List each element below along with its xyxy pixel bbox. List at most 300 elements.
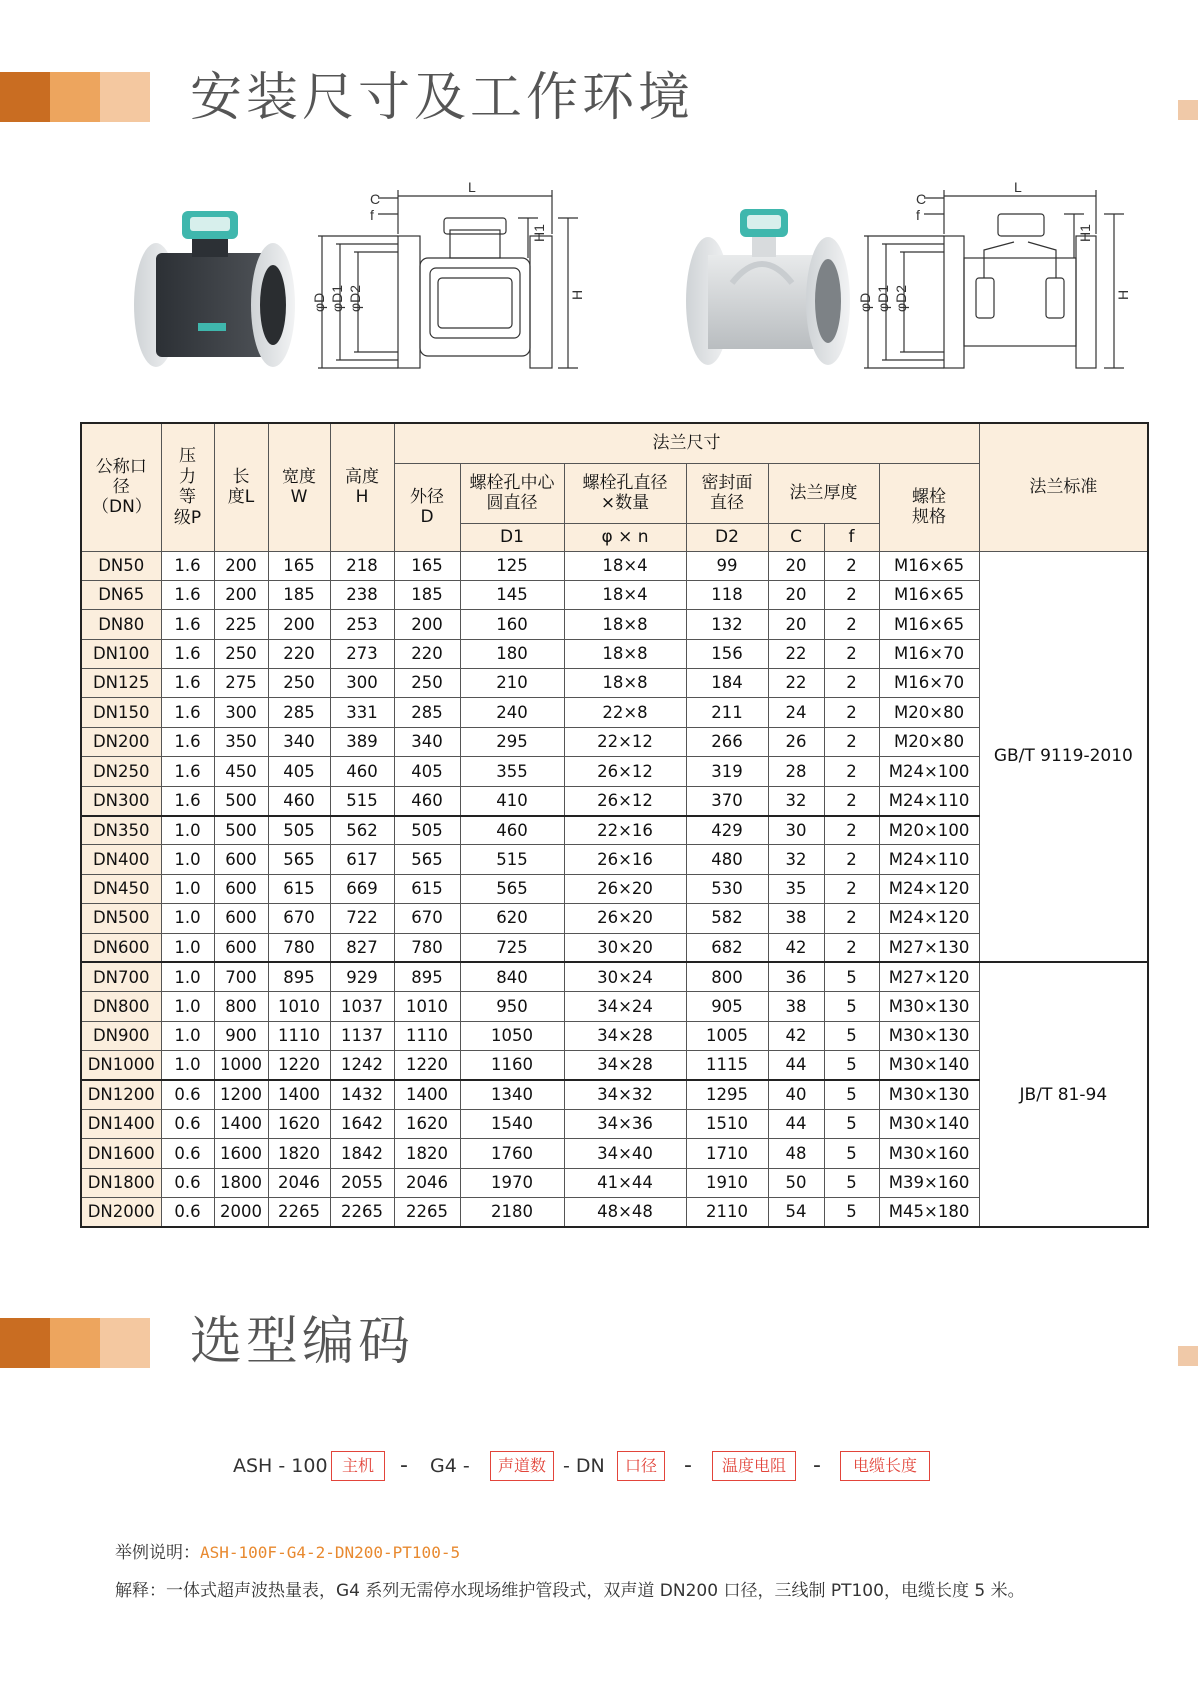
- table-cell: 26×12: [564, 786, 686, 815]
- table-cell: 200: [394, 610, 460, 639]
- header-bolt-hole: 螺栓孔直径×数量: [564, 463, 686, 523]
- header-c: C: [768, 523, 824, 551]
- table-cell: 1842: [330, 1139, 394, 1168]
- table-cell: M20×100: [879, 816, 979, 845]
- table-cell: M20×80: [879, 698, 979, 727]
- flange-standard: GB/T 9119-2010: [979, 551, 1148, 962]
- table-cell: 0.6: [161, 1109, 214, 1138]
- table-cell: 2: [824, 904, 879, 933]
- label-H: H: [1115, 289, 1131, 300]
- table-cell: 285: [394, 698, 460, 727]
- table-cell: 682: [686, 933, 768, 962]
- label-H1: H1: [531, 224, 547, 242]
- row-dn: DN125: [81, 669, 161, 698]
- row-dn: DN1400: [81, 1109, 161, 1138]
- table-cell: 389: [330, 727, 394, 756]
- table-cell: 1160: [460, 1051, 564, 1080]
- table-cell: 48: [768, 1139, 824, 1168]
- table-cell: 30×20: [564, 933, 686, 962]
- table-cell: 1340: [460, 1080, 564, 1109]
- table-cell: 515: [460, 845, 564, 874]
- meter-photo-pipe-section: [682, 205, 852, 375]
- table-cell: 34×24: [564, 992, 686, 1021]
- table-cell: M20×80: [879, 727, 979, 756]
- table-cell: 1242: [330, 1051, 394, 1080]
- table-cell: 50: [768, 1168, 824, 1197]
- table-cell: 340: [394, 727, 460, 756]
- table-cell: M24×100: [879, 757, 979, 786]
- table-cell: 250: [214, 639, 268, 668]
- table-cell: 165: [268, 551, 330, 580]
- table-cell: 617: [330, 845, 394, 874]
- table-cell: M30×140: [879, 1109, 979, 1138]
- table-row: [81, 962, 1148, 991]
- table-cell: 2265: [268, 1198, 330, 1227]
- table-cell: 1137: [330, 1021, 394, 1050]
- row-dn: DN1800: [81, 1168, 161, 1197]
- example-value: ASH-100F-G4-2-DN200-PT100-5: [200, 1543, 461, 1562]
- table-cell: 2055: [330, 1168, 394, 1197]
- table-cell: 505: [268, 816, 330, 845]
- table-cell: 5: [824, 1198, 879, 1227]
- row-dn: DN200: [81, 727, 161, 756]
- code-box-channels: 声道数: [490, 1451, 554, 1481]
- spec-table: [80, 422, 1149, 1228]
- table-cell: 1050: [460, 1021, 564, 1050]
- table-cell: 34×32: [564, 1080, 686, 1109]
- row-dn: DN65: [81, 580, 161, 609]
- table-cell: 18×4: [564, 551, 686, 580]
- table-cell: M16×65: [879, 610, 979, 639]
- header-outer-diameter: 外径D: [394, 463, 460, 551]
- header-bolt-hole-symbol: φ × n: [564, 523, 686, 551]
- table-cell: 22×12: [564, 727, 686, 756]
- table-row: [81, 551, 1148, 580]
- table-cell: 225: [214, 610, 268, 639]
- table-cell: 929: [330, 962, 394, 991]
- table-cell: 827: [330, 933, 394, 962]
- table-cell: 530: [686, 874, 768, 903]
- table-cell: 1.0: [161, 904, 214, 933]
- table-cell: 1800: [214, 1168, 268, 1197]
- table-cell: 2: [824, 786, 879, 815]
- table-cell: 44: [768, 1051, 824, 1080]
- table-cell: 2: [824, 639, 879, 668]
- header-flange-thickness: 法兰厚度: [768, 463, 879, 523]
- table-cell: 2000: [214, 1198, 268, 1227]
- table-cell: 2180: [460, 1198, 564, 1227]
- table-cell: 2: [824, 580, 879, 609]
- table-cell: M24×120: [879, 874, 979, 903]
- table-cell: 118: [686, 580, 768, 609]
- table-cell: 22: [768, 639, 824, 668]
- table-cell: 156: [686, 639, 768, 668]
- row-dn: DN2000: [81, 1198, 161, 1227]
- table-cell: 1010: [268, 992, 330, 1021]
- row-dn: DN150: [81, 698, 161, 727]
- table-cell: 405: [394, 757, 460, 786]
- table-cell: 41×44: [564, 1168, 686, 1197]
- table-cell: 800: [214, 992, 268, 1021]
- label-D2: φD2: [347, 285, 363, 312]
- table-cell: 253: [330, 610, 394, 639]
- row-dn: DN100: [81, 639, 161, 668]
- table-cell: 184: [686, 669, 768, 698]
- table-cell: 1620: [394, 1109, 460, 1138]
- table-cell: 2: [824, 845, 879, 874]
- meter-photo-integrated: [128, 205, 298, 375]
- table-cell: 1620: [268, 1109, 330, 1138]
- table-cell: M24×110: [879, 786, 979, 815]
- table-cell: 1400: [268, 1080, 330, 1109]
- table-cell: 2: [824, 551, 879, 580]
- table-cell: 1110: [268, 1021, 330, 1050]
- table-cell: 5: [824, 962, 879, 991]
- table-cell: 1.6: [161, 786, 214, 815]
- table-cell: 2265: [330, 1198, 394, 1227]
- header-d2-symbol: D2: [686, 523, 768, 551]
- table-cell: 355: [460, 757, 564, 786]
- table-cell: M30×140: [879, 1051, 979, 1080]
- table-cell: 22×8: [564, 698, 686, 727]
- table-cell: 28: [768, 757, 824, 786]
- label-C: C: [916, 191, 927, 207]
- table-cell: 780: [268, 933, 330, 962]
- table-cell: 370: [686, 786, 768, 815]
- table-cell: M45×180: [879, 1198, 979, 1227]
- row-dn: DN250: [81, 757, 161, 786]
- table-cell: 20: [768, 551, 824, 580]
- header-length: 长度L: [214, 423, 268, 551]
- table-cell: 99: [686, 551, 768, 580]
- table-cell: 22: [768, 669, 824, 698]
- table-cell: 220: [268, 639, 330, 668]
- table-cell: 1220: [394, 1051, 460, 1080]
- table-cell: 36: [768, 962, 824, 991]
- header-width: 宽度W: [268, 423, 330, 551]
- table-cell: 460: [394, 786, 460, 815]
- table-cell: M16×65: [879, 580, 979, 609]
- code-dash: -: [400, 1453, 408, 1478]
- code-prefix: ASH - 100: [233, 1455, 328, 1477]
- table-cell: 669: [330, 874, 394, 903]
- row-dn: DN1000: [81, 1051, 161, 1080]
- table-cell: 1.6: [161, 757, 214, 786]
- table-cell: 460: [460, 816, 564, 845]
- table-cell: 42: [768, 1021, 824, 1050]
- label-f: f: [916, 207, 920, 223]
- table-cell: 26×16: [564, 845, 686, 874]
- header-f: f: [824, 523, 879, 551]
- table-cell: M16×70: [879, 639, 979, 668]
- table-cell: 24: [768, 698, 824, 727]
- table-cell: 42: [768, 933, 824, 962]
- table-cell: M24×110: [879, 845, 979, 874]
- table-cell: 2: [824, 757, 879, 786]
- table-cell: 722: [330, 904, 394, 933]
- table-cell: 895: [268, 962, 330, 991]
- side-mark-2: [1178, 1346, 1198, 1366]
- table-cell: 410: [460, 786, 564, 815]
- table-cell: M30×160: [879, 1139, 979, 1168]
- table-cell: 38: [768, 992, 824, 1021]
- table-cell: 54: [768, 1198, 824, 1227]
- table-cell: 1.0: [161, 874, 214, 903]
- code-g4: G4 -: [430, 1455, 470, 1477]
- dimension-drawing-integrated: [311, 178, 585, 378]
- table-cell: 1970: [460, 1168, 564, 1197]
- table-cell: 1115: [686, 1051, 768, 1080]
- label-D: φD: [857, 292, 873, 312]
- table-cell: 34×28: [564, 1051, 686, 1080]
- table-cell: 1220: [268, 1051, 330, 1080]
- table-cell: 1.6: [161, 727, 214, 756]
- table-cell: 1.6: [161, 669, 214, 698]
- table-cell: 48×48: [564, 1198, 686, 1227]
- table-cell: 615: [268, 874, 330, 903]
- table-cell: 26×12: [564, 757, 686, 786]
- table-cell: 32: [768, 786, 824, 815]
- table-cell: 565: [268, 845, 330, 874]
- table-cell: 670: [394, 904, 460, 933]
- table-cell: 405: [268, 757, 330, 786]
- table-cell: 2: [824, 698, 879, 727]
- table-cell: 1820: [268, 1139, 330, 1168]
- table-cell: 18×8: [564, 669, 686, 698]
- table-cell: 1910: [686, 1168, 768, 1197]
- label-L: L: [468, 179, 476, 195]
- table-cell: 331: [330, 698, 394, 727]
- flange-standard: JB/T 81-94: [979, 962, 1148, 1227]
- label-L: L: [1014, 179, 1022, 195]
- model-code-line: [0, 1451, 1198, 1485]
- header-height: 高度H: [330, 423, 394, 551]
- table-cell: 725: [460, 933, 564, 962]
- table-cell: 1.0: [161, 992, 214, 1021]
- table-cell: 125: [460, 551, 564, 580]
- table-cell: 0.6: [161, 1080, 214, 1109]
- table-cell: 18×8: [564, 610, 686, 639]
- row-dn: DN600: [81, 933, 161, 962]
- table-cell: 1037: [330, 992, 394, 1021]
- table-cell: 319: [686, 757, 768, 786]
- header-d1-symbol: D1: [460, 523, 564, 551]
- table-cell: 5: [824, 1051, 879, 1080]
- table-cell: M27×120: [879, 962, 979, 991]
- table-cell: 285: [268, 698, 330, 727]
- table-cell: 185: [394, 580, 460, 609]
- table-cell: 1432: [330, 1080, 394, 1109]
- table-cell: 2: [824, 669, 879, 698]
- table-cell: 565: [460, 874, 564, 903]
- table-cell: 38: [768, 904, 824, 933]
- table-cell: 240: [460, 698, 564, 727]
- table-cell: 44: [768, 1109, 824, 1138]
- table-cell: 1.6: [161, 639, 214, 668]
- table-cell: 220: [394, 639, 460, 668]
- table-cell: 132: [686, 610, 768, 639]
- table-cell: 5: [824, 992, 879, 1021]
- table-cell: 26×20: [564, 904, 686, 933]
- table-cell: 295: [460, 727, 564, 756]
- table-cell: 905: [686, 992, 768, 1021]
- table-cell: 26: [768, 727, 824, 756]
- table-cell: 1010: [394, 992, 460, 1021]
- table-cell: 1005: [686, 1021, 768, 1050]
- label-H1: H1: [1077, 224, 1093, 242]
- table-cell: 780: [394, 933, 460, 962]
- table-cell: 34×40: [564, 1139, 686, 1168]
- label-H: H: [569, 289, 585, 300]
- table-cell: 30: [768, 816, 824, 845]
- table-cell: 1.0: [161, 845, 214, 874]
- table-cell: 32: [768, 845, 824, 874]
- table-cell: 200: [214, 551, 268, 580]
- table-cell: 600: [214, 933, 268, 962]
- table-cell: 250: [394, 669, 460, 698]
- table-cell: 800: [686, 962, 768, 991]
- table-cell: 900: [214, 1021, 268, 1050]
- table-cell: 1600: [214, 1139, 268, 1168]
- row-dn: DN300: [81, 786, 161, 815]
- table-cell: 480: [686, 845, 768, 874]
- header-bolt-circle: 螺栓孔中心圆直径: [460, 463, 564, 523]
- side-mark-1: [1178, 100, 1198, 120]
- table-cell: 615: [394, 874, 460, 903]
- table-cell: 2: [824, 874, 879, 903]
- row-dn: DN1600: [81, 1139, 161, 1168]
- table-cell: 300: [214, 698, 268, 727]
- code-dn: - DN: [563, 1455, 605, 1477]
- table-cell: 1400: [214, 1109, 268, 1138]
- table-cell: 1.6: [161, 610, 214, 639]
- table-cell: 0.6: [161, 1168, 214, 1197]
- table-cell: 300: [330, 669, 394, 698]
- table-cell: 275: [214, 669, 268, 698]
- table-cell: 460: [268, 786, 330, 815]
- table-cell: 18×8: [564, 639, 686, 668]
- table-cell: 40: [768, 1080, 824, 1109]
- table-cell: 5: [824, 1139, 879, 1168]
- table-cell: 5: [824, 1080, 879, 1109]
- table-cell: 565: [394, 845, 460, 874]
- example-explanation: 解释：一体式超声波热量表，G4 系列无需停水现场维护管段式，双声道 DN200 口径，三线制 PT100，电缆长度 5 米。: [115, 1581, 1025, 1601]
- label-D2: φD2: [893, 285, 909, 312]
- dimension-drawing-pipe-section: [857, 178, 1131, 378]
- table-cell: 1.0: [161, 1051, 214, 1080]
- table-cell: 1.6: [161, 698, 214, 727]
- header-pressure: 压力等级P: [161, 423, 214, 551]
- example-line: [115, 1538, 460, 1563]
- table-cell: 5: [824, 1109, 879, 1138]
- table-cell: 0.6: [161, 1139, 214, 1168]
- example-label: 举例说明：: [115, 1543, 200, 1563]
- table-cell: 218: [330, 551, 394, 580]
- table-cell: 145: [460, 580, 564, 609]
- table-cell: 670: [268, 904, 330, 933]
- table-cell: 0.6: [161, 1198, 214, 1227]
- row-dn: DN450: [81, 874, 161, 903]
- table-cell: 160: [460, 610, 564, 639]
- header-bolt-spec: 螺栓规格: [879, 463, 979, 551]
- table-cell: 22×16: [564, 816, 686, 845]
- table-cell: 1.0: [161, 816, 214, 845]
- table-cell: 200: [268, 610, 330, 639]
- table-cell: 1760: [460, 1139, 564, 1168]
- table-cell: 34×28: [564, 1021, 686, 1050]
- table-cell: 505: [394, 816, 460, 845]
- label-C: C: [370, 191, 381, 207]
- table-cell: 210: [460, 669, 564, 698]
- code-box-diameter: 口径: [617, 1451, 665, 1481]
- label-D1: φD1: [329, 285, 345, 312]
- table-cell: 185: [268, 580, 330, 609]
- table-cell: 840: [460, 962, 564, 991]
- table-cell: 620: [460, 904, 564, 933]
- header-standard: 法兰标准: [979, 423, 1148, 551]
- table-cell: 18×4: [564, 580, 686, 609]
- section1-title: 安装尺寸及工作环境: [190, 68, 695, 128]
- code-box-cable-length: 电缆长度: [840, 1451, 930, 1481]
- table-cell: 350: [214, 727, 268, 756]
- table-cell: 1.0: [161, 1021, 214, 1050]
- table-cell: 340: [268, 727, 330, 756]
- table-cell: 34×36: [564, 1109, 686, 1138]
- table-cell: 238: [330, 580, 394, 609]
- table-cell: 1000: [214, 1051, 268, 1080]
- table-cell: 266: [686, 727, 768, 756]
- code-box-temp-resistor: 温度电阻: [712, 1451, 796, 1481]
- table-cell: 450: [214, 757, 268, 786]
- table-cell: 35: [768, 874, 824, 903]
- table-cell: 1.6: [161, 551, 214, 580]
- table-cell: 1110: [394, 1021, 460, 1050]
- label-D1: φD1: [875, 285, 891, 312]
- table-cell: 5: [824, 1021, 879, 1050]
- row-dn: DN700: [81, 962, 161, 991]
- label-f: f: [370, 207, 374, 223]
- row-dn: DN900: [81, 1021, 161, 1050]
- table-cell: 950: [460, 992, 564, 1021]
- header-seal-diameter: 密封面直径: [686, 463, 768, 523]
- table-cell: 700: [214, 962, 268, 991]
- table-cell: 1200: [214, 1080, 268, 1109]
- header-dn: 公称口径（DN）: [81, 423, 161, 551]
- table-cell: 1642: [330, 1109, 394, 1138]
- row-dn: DN80: [81, 610, 161, 639]
- table-cell: 582: [686, 904, 768, 933]
- row-dn: DN500: [81, 904, 161, 933]
- row-dn: DN400: [81, 845, 161, 874]
- table-cell: M30×130: [879, 1021, 979, 1050]
- table-cell: 1510: [686, 1109, 768, 1138]
- table-cell: 600: [214, 874, 268, 903]
- table-cell: M24×120: [879, 904, 979, 933]
- row-dn: DN1200: [81, 1080, 161, 1109]
- table-cell: 180: [460, 639, 564, 668]
- table-cell: 20: [768, 610, 824, 639]
- label-D: φD: [311, 292, 327, 312]
- table-cell: M30×130: [879, 1080, 979, 1109]
- row-dn: DN800: [81, 992, 161, 1021]
- code-box-host: 主机: [331, 1451, 385, 1481]
- table-cell: 165: [394, 551, 460, 580]
- table-cell: M16×65: [879, 551, 979, 580]
- table-cell: 211: [686, 698, 768, 727]
- table-cell: 2: [824, 816, 879, 845]
- code-dash: -: [684, 1453, 692, 1478]
- table-cell: 1.0: [161, 962, 214, 991]
